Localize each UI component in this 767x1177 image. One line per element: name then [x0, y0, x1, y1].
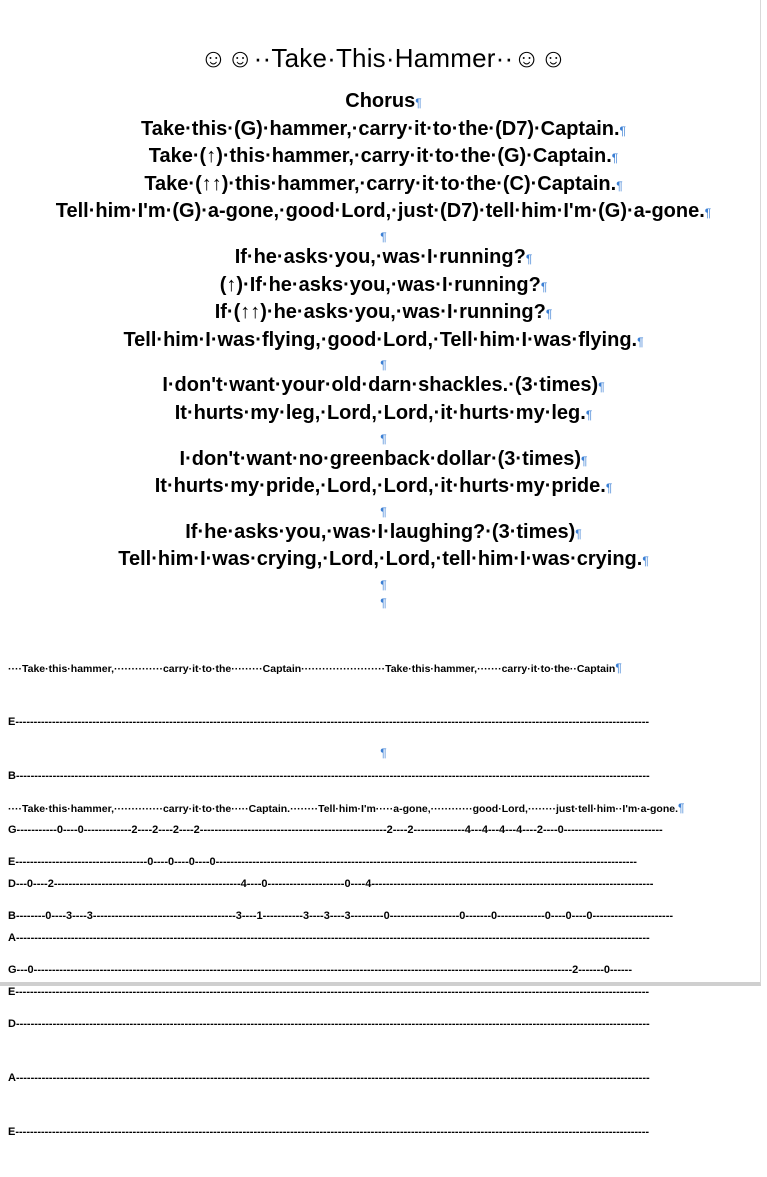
paragraph-mark: ¶ — [704, 206, 712, 221]
lyric-line — [0, 400, 767, 428]
tab-lyric-header: ····Take·this·hammer,··············carry·it·to·the·········Captain························Take·this·hammer,·······carry·it·to·the··Captain¶ — [8, 661, 622, 675]
lyric-text: It·hurts·my·leg,·Lord,·Lord,·it·hurts·my·leg. — [174, 401, 586, 424]
tab-string-row: A----------------------------------------------------------------------------------------------------------------------------------------------------------------------------- — [8, 932, 650, 944]
paragraph-mark: ¶ — [619, 123, 626, 138]
empty-paragraph — [0, 592, 767, 610]
tablature-section-2 — [8, 763, 765, 1177]
tab-string-row: E----------------------------------------------------------------------------------------------------------------------------------------------------------------------------- — [8, 1126, 650, 1138]
paragraph-mark: ¶ — [585, 407, 593, 422]
empty-paragraph — [0, 226, 767, 244]
lyric-text: I·don't·want·no·greenback·dollar·(3·times) — [179, 447, 581, 470]
paragraph-mark: ¶ — [380, 746, 387, 760]
lyric-line — [0, 198, 767, 226]
paragraph-mark: ¶ — [380, 577, 387, 592]
lyric-line — [0, 88, 767, 116]
tab-lyric-header: ····Take·this·hammer,··············carry·it·to·the·····Captain.········Tell·him·I'm·····a-gone,············good·Lord,········just·tell·him··I'm·a-gone.¶ — [8, 801, 685, 815]
tab-string-row: E----------------------------------------------------------------------------------------------------------------------------------------------------------------------------- — [8, 716, 650, 728]
lyric-line — [0, 272, 767, 300]
lyric-line — [0, 546, 767, 574]
paragraph-mark: ¶ — [580, 453, 588, 468]
tab-string-row: B----------------------------------------------------------------------------------------------------------------------------------------------------------------------------- — [8, 770, 650, 782]
empty-paragraph — [0, 501, 767, 519]
tab-string-row: E----------------------------------------------------------------------------------------------------------------------------------------------------------------------------- — [8, 986, 650, 998]
paragraph-mark: ¶ — [540, 279, 548, 294]
lyric-line — [0, 171, 767, 199]
lyric-line — [0, 327, 767, 355]
paragraph-mark: ¶ — [415, 96, 422, 110]
paragraph-mark: ¶ — [598, 380, 605, 395]
lyric-text: Tell·him·I·was·crying,·Lord,·Lord,·tell·him·I·was·crying. — [118, 548, 643, 571]
lyric-text: It·hurts·my·pride,·Lord,·Lord,·it·hurts·my·pride. — [154, 475, 606, 498]
paragraph-mark: ¶ — [611, 151, 619, 166]
lyric-text: Take·(↑)·this·hammer,·carry·it·to·the·(G)·Captain. — [148, 145, 612, 168]
tab-string-row: B--------0----3----3---------------------------------------3----1-----------3----3----3---------0-------------------0-------0-------------0----0----0---------------------- — [8, 910, 674, 922]
lyric-text: Tell·him·I'm·(G)·a-gone,·good·Lord,·just·(D7)·tell·him·I'm·(G)·a-gone. — [55, 200, 705, 223]
paragraph-mark: ¶ — [616, 178, 623, 193]
tab-string-row: D---0----2---------------------------------------------------4----0---------------------0----4----------------------------------------------------------------------------- — [8, 878, 654, 890]
paragraph-mark: ¶ — [380, 504, 387, 519]
lyric-line — [0, 299, 767, 327]
tab-string-row: G---0---------------------------------------------------------------------------------------------------------------------------------------------------2-------0------ — [8, 964, 632, 976]
lyric-line — [0, 116, 767, 144]
lyric-text: I·don't·want·your·old·darn·shackles.·(3·times) — [162, 374, 599, 397]
lyric-line — [0, 519, 767, 547]
paragraph-mark: ¶ — [545, 307, 553, 322]
lyric-text: If·he·asks·you,·was·I·laughing?·(3·times) — [185, 520, 576, 543]
paragraph-mark: ¶ — [637, 334, 644, 349]
lyric-line — [0, 244, 767, 272]
paragraph-mark: ¶ — [380, 229, 387, 244]
paragraph-mark: ¶ — [575, 526, 582, 541]
lyric-line — [0, 372, 767, 400]
lyric-text: If·(↑↑)·he·asks·you,·was·I·running? — [214, 301, 546, 324]
lyric-line — [0, 143, 767, 171]
empty-paragraph — [0, 574, 767, 592]
empty-paragraph — [0, 428, 767, 446]
empty-paragraph — [0, 354, 767, 372]
paragraph-mark: ¶ — [605, 481, 613, 496]
lyric-text: (↑)·If·he·asks·you,·was·I·running? — [219, 273, 541, 296]
lyric-text: Take·this·(G)·hammer,·carry·it·to·the·(D7)·Captain. — [140, 117, 620, 140]
lyric-line — [0, 473, 767, 501]
paragraph-mark: ¶ — [642, 554, 649, 569]
tab-string-row: D----------------------------------------------------------------------------------------------------------------------------------------------------------------------------- — [8, 1018, 650, 1030]
lyric-text: If·he·asks·you,·was·I·running? — [234, 245, 526, 268]
lyric-text: Tell·him·I·was·flying,·good·Lord,·Tell·him·I·was·flying. — [123, 328, 638, 351]
paragraph-mark: ¶ — [380, 358, 387, 373]
lyrics-block — [0, 88, 767, 610]
lyric-line — [0, 446, 767, 474]
lyric-text: Take·(↑↑)·this·hammer,·carry·it·to·the·(C)·Captain. — [144, 172, 617, 195]
paragraph-mark: ¶ — [525, 251, 533, 266]
song-title: ☺☺··Take·This·Hammer··☺☺ — [200, 43, 567, 73]
tab-string-row: A----------------------------------------------------------------------------------------------------------------------------------------------------------------------------- — [8, 1072, 650, 1084]
paragraph-mark: ¶ — [380, 431, 387, 446]
tab-string-row: E------------------------------------0----0----0----0------------------------------------------------------------------------------------------------------------------- — [8, 856, 637, 868]
paragraph-mark: ¶ — [380, 595, 387, 610]
lyric-text: Chorus — [345, 90, 416, 112]
tab-string-row: G-----------0----0-------------2----2----2----2---------------------------------------------------2----2--------------4---4---4---4----2----0--------------------------- — [8, 824, 663, 836]
